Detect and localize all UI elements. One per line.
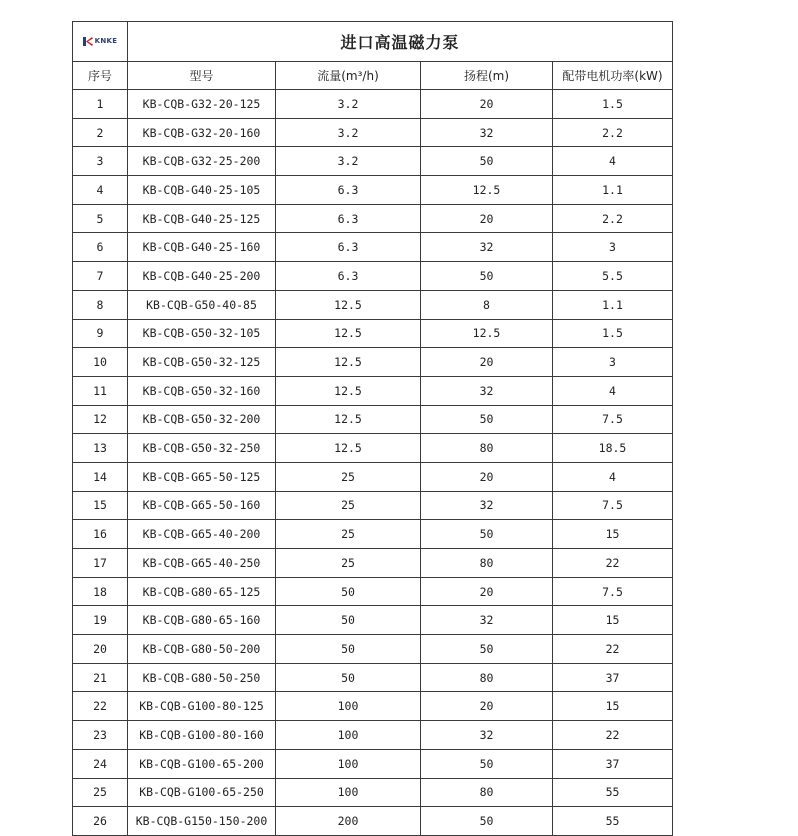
flow-cell: 25 (276, 549, 421, 578)
head-cell: 20 (421, 348, 553, 377)
index-cell: 8 (73, 290, 128, 319)
motor-power-cell: 22 (553, 549, 673, 578)
table-row (73, 778, 673, 807)
model-cell: KB-CQB-G80-65-125 (128, 577, 276, 606)
table-body (73, 22, 673, 836)
index-cell: 14 (73, 462, 128, 491)
table-title: 进口高温磁力泵 (128, 22, 673, 62)
table-row (73, 491, 673, 520)
flow-cell: 12.5 (276, 376, 421, 405)
model-cell: KB-CQB-G32-25-200 (128, 147, 276, 176)
flow-cell: 6.3 (276, 204, 421, 233)
table-row (73, 405, 673, 434)
head-cell: 80 (421, 549, 553, 578)
model-cell: KB-CQB-G40-25-200 (128, 262, 276, 291)
model-cell: KB-CQB-G80-50-250 (128, 663, 276, 692)
model-cell: KB-CQB-G40-25-160 (128, 233, 276, 262)
motor-power-cell: 4 (553, 147, 673, 176)
head-cell: 50 (421, 405, 553, 434)
flow-cell: 12.5 (276, 405, 421, 434)
model-cell: KB-CQB-G100-80-160 (128, 721, 276, 750)
flow-cell: 50 (276, 606, 421, 635)
head-cell: 50 (421, 635, 553, 664)
model-cell: KB-CQB-G80-65-160 (128, 606, 276, 635)
table-row (73, 90, 673, 119)
table-row (73, 204, 673, 233)
motor-power-cell: 1.1 (553, 290, 673, 319)
knke-logo-icon (83, 37, 93, 46)
head-cell: 32 (421, 118, 553, 147)
table-row (73, 520, 673, 549)
motor-power-cell: 7.5 (553, 577, 673, 606)
index-cell: 13 (73, 434, 128, 463)
flow-cell: 6.3 (276, 233, 421, 262)
flow-cell: 3.2 (276, 147, 421, 176)
flow-cell: 25 (276, 462, 421, 491)
head-cell: 80 (421, 778, 553, 807)
flow-cell: 100 (276, 692, 421, 721)
table-row (73, 348, 673, 377)
table-row (73, 290, 673, 319)
head-cell: 50 (421, 520, 553, 549)
model-cell: KB-CQB-G32-20-125 (128, 90, 276, 119)
title-row (73, 22, 673, 62)
index-cell: 22 (73, 692, 128, 721)
model-cell: KB-CQB-G40-25-125 (128, 204, 276, 233)
head-cell: 20 (421, 462, 553, 491)
flow-cell: 100 (276, 778, 421, 807)
index-cell: 16 (73, 520, 128, 549)
flow-cell: 3.2 (276, 118, 421, 147)
model-cell: KB-CQB-G50-32-105 (128, 319, 276, 348)
flow-cell: 6.3 (276, 262, 421, 291)
model-cell: KB-CQB-G50-32-200 (128, 405, 276, 434)
index-cell: 19 (73, 606, 128, 635)
flow-cell: 100 (276, 721, 421, 750)
index-cell: 9 (73, 319, 128, 348)
motor-power-cell: 15 (553, 692, 673, 721)
head-cell: 80 (421, 434, 553, 463)
brand-logo (83, 37, 118, 46)
model-cell: KB-CQB-G65-40-250 (128, 549, 276, 578)
index-cell: 17 (73, 549, 128, 578)
flow-cell: 3.2 (276, 90, 421, 119)
table-row (73, 262, 673, 291)
head-cell: 50 (421, 147, 553, 176)
head-cell: 12.5 (421, 319, 553, 348)
header-flow: 流量(m³/h) (276, 62, 421, 90)
table-row (73, 635, 673, 664)
header-motor-power: 配带电机功率(kW) (553, 62, 673, 90)
logo-cell (73, 22, 128, 62)
table-row (73, 176, 673, 205)
table-row (73, 807, 673, 836)
motor-power-cell: 5.5 (553, 262, 673, 291)
index-cell: 18 (73, 577, 128, 606)
head-cell: 20 (421, 90, 553, 119)
model-cell: KB-CQB-G50-32-125 (128, 348, 276, 377)
motor-power-cell: 1.5 (553, 90, 673, 119)
table-row (73, 118, 673, 147)
model-cell: KB-CQB-G100-80-125 (128, 692, 276, 721)
motor-power-cell: 22 (553, 721, 673, 750)
model-cell: KB-CQB-G40-25-105 (128, 176, 276, 205)
flow-cell: 12.5 (276, 319, 421, 348)
pump-spec-table (72, 21, 673, 836)
head-cell: 50 (421, 749, 553, 778)
table-row (73, 462, 673, 491)
index-cell: 12 (73, 405, 128, 434)
head-cell: 12.5 (421, 176, 553, 205)
index-cell: 7 (73, 262, 128, 291)
motor-power-cell: 55 (553, 778, 673, 807)
index-cell: 10 (73, 348, 128, 377)
index-cell: 2 (73, 118, 128, 147)
header-index: 序号 (73, 62, 128, 90)
index-cell: 25 (73, 778, 128, 807)
index-cell: 20 (73, 635, 128, 664)
motor-power-cell: 37 (553, 663, 673, 692)
motor-power-cell: 4 (553, 462, 673, 491)
head-cell: 50 (421, 262, 553, 291)
flow-cell: 50 (276, 577, 421, 606)
motor-power-cell: 37 (553, 749, 673, 778)
model-cell: KB-CQB-G32-20-160 (128, 118, 276, 147)
flow-cell: 25 (276, 520, 421, 549)
flow-cell: 50 (276, 635, 421, 664)
index-cell: 5 (73, 204, 128, 233)
motor-power-cell: 2.2 (553, 118, 673, 147)
flow-cell: 12.5 (276, 434, 421, 463)
flow-cell: 25 (276, 491, 421, 520)
model-cell: KB-CQB-G100-65-250 (128, 778, 276, 807)
motor-power-cell: 3 (553, 233, 673, 262)
header-model: 型号 (128, 62, 276, 90)
head-cell: 20 (421, 577, 553, 606)
index-cell: 26 (73, 807, 128, 836)
index-cell: 1 (73, 90, 128, 119)
motor-power-cell: 7.5 (553, 405, 673, 434)
motor-power-cell: 4 (553, 376, 673, 405)
head-cell: 32 (421, 376, 553, 405)
motor-power-cell: 2.2 (553, 204, 673, 233)
index-cell: 23 (73, 721, 128, 750)
motor-power-cell: 1.5 (553, 319, 673, 348)
flow-cell: 12.5 (276, 290, 421, 319)
head-cell: 8 (421, 290, 553, 319)
model-cell: KB-CQB-G80-50-200 (128, 635, 276, 664)
index-cell: 15 (73, 491, 128, 520)
table-row (73, 147, 673, 176)
table-row (73, 376, 673, 405)
table-row (73, 721, 673, 750)
table-row (73, 692, 673, 721)
motor-power-cell: 22 (553, 635, 673, 664)
model-cell: KB-CQB-G100-65-200 (128, 749, 276, 778)
table-row (73, 663, 673, 692)
index-cell: 24 (73, 749, 128, 778)
head-cell: 32 (421, 606, 553, 635)
model-cell: KB-CQB-G65-50-160 (128, 491, 276, 520)
flow-cell: 100 (276, 749, 421, 778)
table-row (73, 434, 673, 463)
logo-text: KNKE (94, 37, 118, 45)
head-cell: 80 (421, 663, 553, 692)
motor-power-cell: 55 (553, 807, 673, 836)
flow-cell: 12.5 (276, 348, 421, 377)
model-cell: KB-CQB-G50-40-85 (128, 290, 276, 319)
head-cell: 32 (421, 491, 553, 520)
head-cell: 32 (421, 233, 553, 262)
head-cell: 20 (421, 692, 553, 721)
model-cell: KB-CQB-G50-32-250 (128, 434, 276, 463)
index-cell: 3 (73, 147, 128, 176)
motor-power-cell: 15 (553, 606, 673, 635)
table-row (73, 749, 673, 778)
index-cell: 4 (73, 176, 128, 205)
motor-power-cell: 15 (553, 520, 673, 549)
motor-power-cell: 18.5 (553, 434, 673, 463)
head-cell: 20 (421, 204, 553, 233)
index-cell: 21 (73, 663, 128, 692)
flow-cell: 200 (276, 807, 421, 836)
motor-power-cell: 3 (553, 348, 673, 377)
model-cell: KB-CQB-G50-32-160 (128, 376, 276, 405)
model-cell: KB-CQB-G65-40-200 (128, 520, 276, 549)
table-row (73, 577, 673, 606)
flow-cell: 50 (276, 663, 421, 692)
model-cell: KB-CQB-G150-150-200 (128, 807, 276, 836)
index-cell: 6 (73, 233, 128, 262)
model-cell: KB-CQB-G65-50-125 (128, 462, 276, 491)
motor-power-cell: 7.5 (553, 491, 673, 520)
head-cell: 50 (421, 807, 553, 836)
header-head: 扬程(m) (421, 62, 553, 90)
header-row (73, 62, 673, 90)
index-cell: 11 (73, 376, 128, 405)
table-row (73, 319, 673, 348)
table-row (73, 606, 673, 635)
table-row (73, 549, 673, 578)
head-cell: 32 (421, 721, 553, 750)
motor-power-cell: 1.1 (553, 176, 673, 205)
flow-cell: 6.3 (276, 176, 421, 205)
table-row (73, 233, 673, 262)
